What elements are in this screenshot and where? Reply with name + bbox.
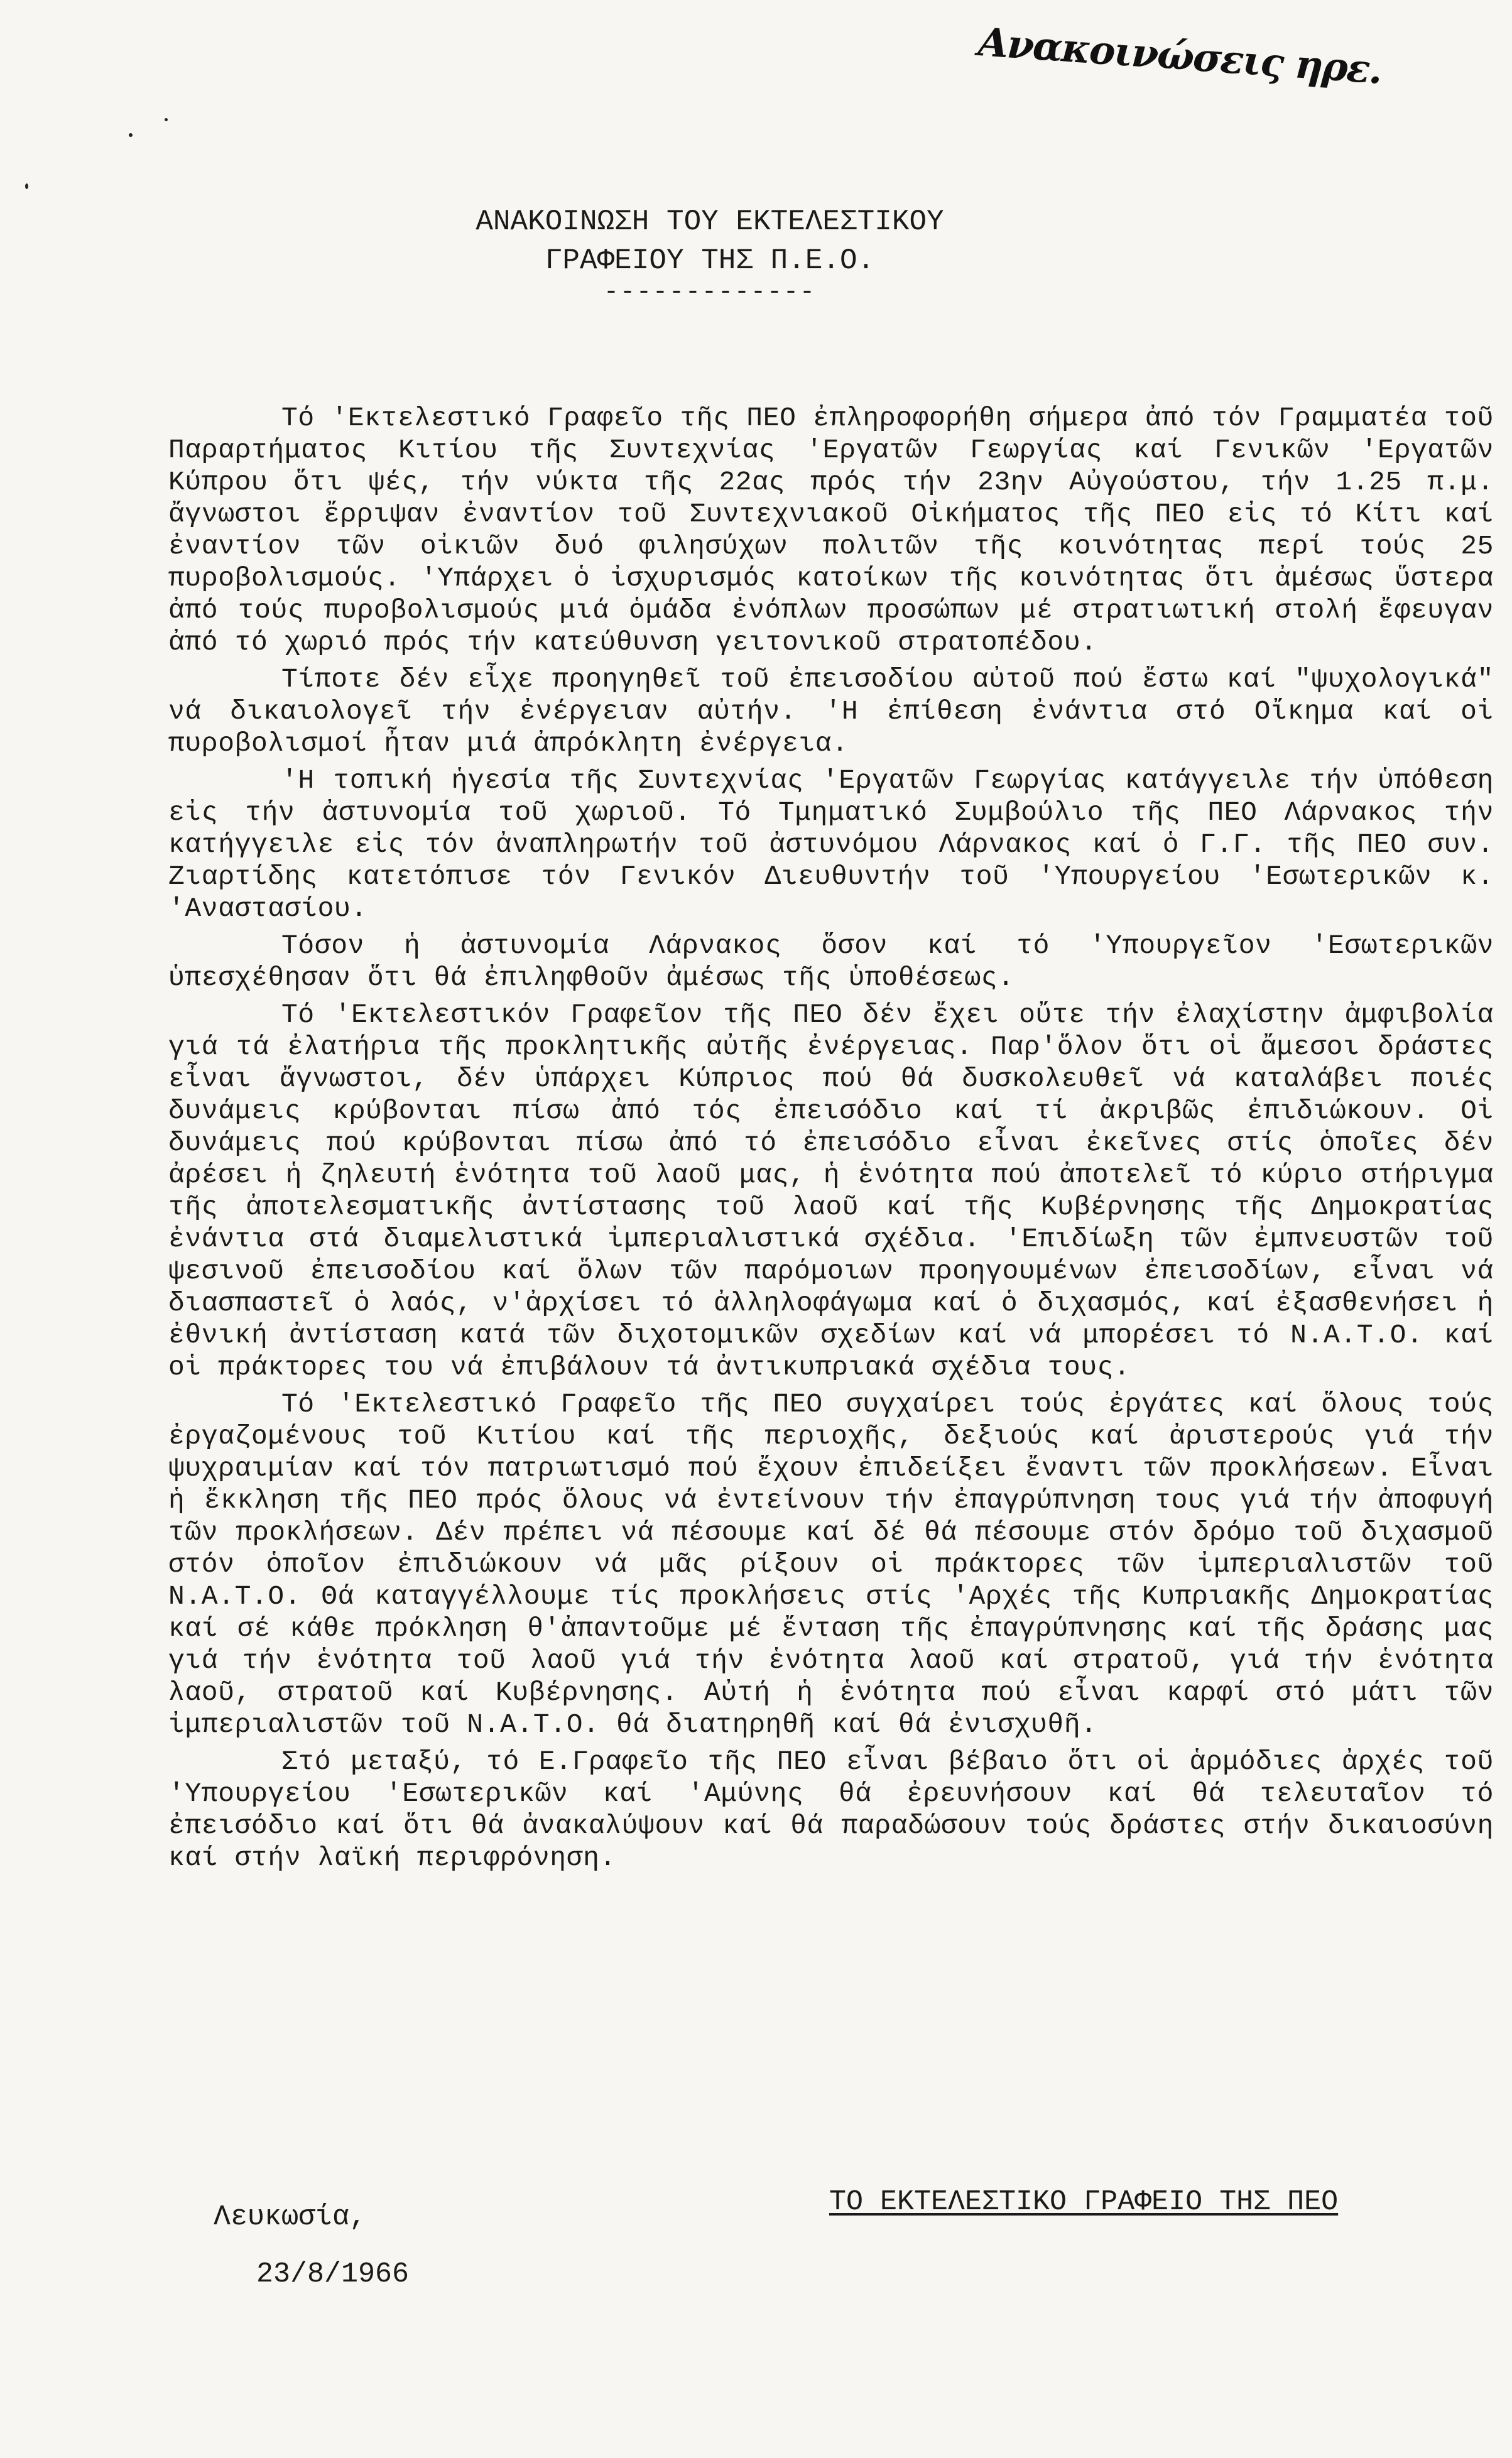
body-paragraph-4: Τόσον ἡ ἀστυνομία Λάρνακος ὅσον καί τό 'Υπουργεῖον 'Εσωτερικῶν ὑπεσχέθησαν ὅτι θά ἐπιληφθοῦν ἀμέσως τῆς ὑποθέσεως. <box>168 930 1511 993</box>
ink-speck <box>129 133 133 137</box>
ink-speck <box>25 183 28 189</box>
handwritten-annotation: Ανακοινώσεις ηρε. <box>976 19 1383 93</box>
body-paragraph-7: Στό μεταξύ, τό Ε.Γραφεῖο τῆς ΠΕΟ εἶναι βέβαιο ὅτι οἱ ἁρμόδιες ἀρχές τοῦ 'Υπουργείου 'Εσωτερικῶν καί 'Αμύνης θά ἐρευνήσουν καί θά τελευταῖον τό ἐπεισόδιο καί ὅτι θά ἀνακαλύψουν καί θά παραδώσουν τούς δράστες στήν δικαιοσύνη καί στήν λαϊκή περιφρόνηση. <box>168 1746 1511 1873</box>
footer-date: 23/8/1966 <box>256 2258 410 2290</box>
ink-speck <box>165 118 168 121</box>
footer-place: Λευκωσία, <box>214 2201 367 2233</box>
header-title-line-1: ΑΝΑΚΟΙΝΩΣΗ ΤΟΥ ΕΚΤΕΛΕΣΤΙΚΟΥ <box>476 205 944 238</box>
body-paragraph-2: Τίποτε δέν εἶχε προηγηθεῖ τοῦ ἐπεισοδίου αὐτοῦ πού ἔστω καί "ψυχολογικά" νά δικαιολογεῖ τήν ἐνέργειαν αὐτήν. 'Η ἐπίθεση ἐνάντια στό Οἴκημα καί οἱ πυροβολισμοί ἦταν μιά ἀπρόκλητη ἐνέργεια. <box>168 664 1511 759</box>
body-paragraph-5: Τό 'Εκτελεστικόν Γραφεῖον τῆς ΠΕΟ δέν ἔχει οὔτε τήν ἐλαχίστην ἀμφιβολία γιά τά ἐλατήρια τῆς προκλητικῆς αὐτῆς ἐνέργειας. Παρ'ὅλον ὅτι οἱ ἄμεσοι δράστες εἶναι ἄγνωστοι, δέν ὑπάρχει Κύπριος πού θά δυσκολευθεῖ νά καταλάβει ποιές δυνάμεις κρύβονται πίσω ἀπό τός ἐπεισόδιο καί τί ἀκριβῶς ἐπιδιώκουν. Οἱ δυνάμεις πού κρύβονται πίσω ἀπό τό ἐπεισόδιο εἶναι ἐκεῖνες στίς ὁποῖες δέν ἀρέσει ἡ ζηλευτή ἑνότητα τοῦ λαοῦ μας, ἡ ἑνότητα πού ἀποτελεῖ τό κύριο στήριγμα τῆς ἀποτελεσματικῆς ἀντίστασης τοῦ λαοῦ καί τῆς Κυβέρνησης τῆς Δημοκρατίας ἐνάντια στά διαμελιστικά ἰμπεριαλιστικά σχέδια. 'Επιδίωξη τῶν ἐμπνευστῶν τοῦ ψεσινοῦ ἐπεισοδίου καί ὅλων τῶν παρόμοιων προηγουμένων ἐπεισοδίων, εἶναι νά διασπαστεῖ ὁ λαός, ν'ἀρχίσει τό ἀλληλοφάγωμα καί ὁ διχασμός, καί ἐξασθενήσει ἡ ἐθνική ἀντίσταση κατά τῶν διχοτομικῶν σχεδίων καί νά μπορέσει τό Ν.Α.Τ.Ο. καί οἱ πράκτορες του νά ἐπιβάλουν τά ἀντικυπριακά σχέδια τους. <box>168 999 1511 1383</box>
body-paragraph-3: 'Η τοπική ἡγεσία τῆς Συντεχνίας 'Εργατῶν Γεωργίας κατάγγειλε τήν ὑπόθεση εἰς τήν ἀστυνομία τοῦ χωριοῦ. Τό Τμηματικό Συμβούλιο τῆς ΠΕΟ Λάρνακος τήν κατήγγειλε εἰς τόν ἀναπληρωτήν τοῦ ἀστυνόμου Λάρνακος καί ὁ Γ.Γ. τῆς ΠΕΟ συν. Ζιαρτίδης κατετόπισε τόν Γενικόν Διευθυντήν τοῦ 'Υπουργείου 'Εσωτερικῶν κ. 'Αναστασίου. <box>168 765 1511 924</box>
header-underline-rule: ------------- <box>603 278 817 307</box>
body-paragraph-1: Τό 'Εκτελεστικό Γραφεῖο τῆς ΠΕΟ ἐπληροφορήθη σήμερα ἀπό τόν Γραμματέα τοῦ Παραρτήματος Κιτίου τῆς Συντεχνίας 'Εργατῶν Γεωργίας καί Γενικῶν 'Εργατῶν Κύπρου ὅτι ψές, τήν νύκτα τῆς 22ας πρός τήν 23ην Αὐγούστου, τήν 1.25 π.μ. ἄγνωστοι ἔρριψαν ἐναντίον τοῦ Συντεχνιακοῦ Οἰκήματος τῆς ΠΕΟ εἰς τό Κίτι καί ἐναντίον τῶν οἰκιῶν δυό φιλησύχων πολιτῶν τῆς κοινότητας περί τούς 25 πυροβολισμούς. 'Υπάρχει ὁ ἰσχυρισμός κατοίκων τῆς κοινότητας ὅτι ἀμέσως ὕστερα ἀπό τούς πυροβολισμούς μιά ὁμάδα ἐνόπλων προσώπων μέ στρατιωτική στολή ἔφευγαν ἀπό τό χωριό πρός τήν κατεύθυνση γειτονικοῦ στρατοπέδου. <box>168 403 1511 658</box>
signature-line: ΤΟ ΕΚΤΕΛΕΣΤΙΚΟ ΓΡΑΦΕΙΟ ΤΗΣ ΠΕΟ <box>829 2186 1339 2218</box>
document-header <box>377 202 1043 305</box>
header-title-line-2: ΓΡΑΦΕΙΟΥ ΤΗΣ Π.Ε.Ο. <box>545 244 875 277</box>
body-paragraph-6: Τό 'Εκτελεστικό Γραφεῖο τῆς ΠΕΟ συγχαίρει τούς ἐργάτες καί ὅλους τούς ἐργαζομένους τοῦ Κιτίου καί τῆς περιοχῆς, δεξιούς καί ἀριστερούς γιά τήν ψυχραιμίαν καί τόν πατριωτισμό πού ἔχουν ἐπιδείξει ἔναντι τῶν προκλήσεων. Εἶναι ἡ ἔκκληση τῆς ΠΕΟ πρός ὅλους νά ἐντείνουν τήν ἐπαγρύπνηση τους γιά τήν ἀποφυγή τῶν προκλήσεων. Δέν πρέπει νά πέσουμε καί δέ θά πέσουμε στόν δρόμο τοῦ διχασμοῦ στόν ὁποῖον ἐπιδιώκουν νά μᾶς ρίξουν οἱ πράκτορες τῶν ἰμπεριαλιστῶν τοῦ Ν.Α.Τ.Ο. Θά καταγγέλλουμε τίς προκλήσεις στίς 'Αρχές τῆς Κυπριακῆς Δημοκρατίας καί σέ κάθε πρόκληση θ'ἀπαντοῦμε μέ ἔνταση τῆς ἐπαγρύπνησης καί τῆς δράσης μας γιά τήν ἑνότητα τοῦ λαοῦ γιά τήν ἑνότητα λαοῦ καί στρατοῦ, γιά τήν ἑνότητα λαοῦ, στρατοῦ καί Κυβέρνησης. Αὐτή ἡ ἑνότητα πού εἶναι καρφί στό μάτι τῶν ἰμπεριαλιστῶν τοῦ Ν.Α.Τ.Ο. θά διατηρηθῆ καί θά ἐνισχυθῆ. <box>168 1389 1511 1740</box>
document-body <box>168 402 1511 1879</box>
